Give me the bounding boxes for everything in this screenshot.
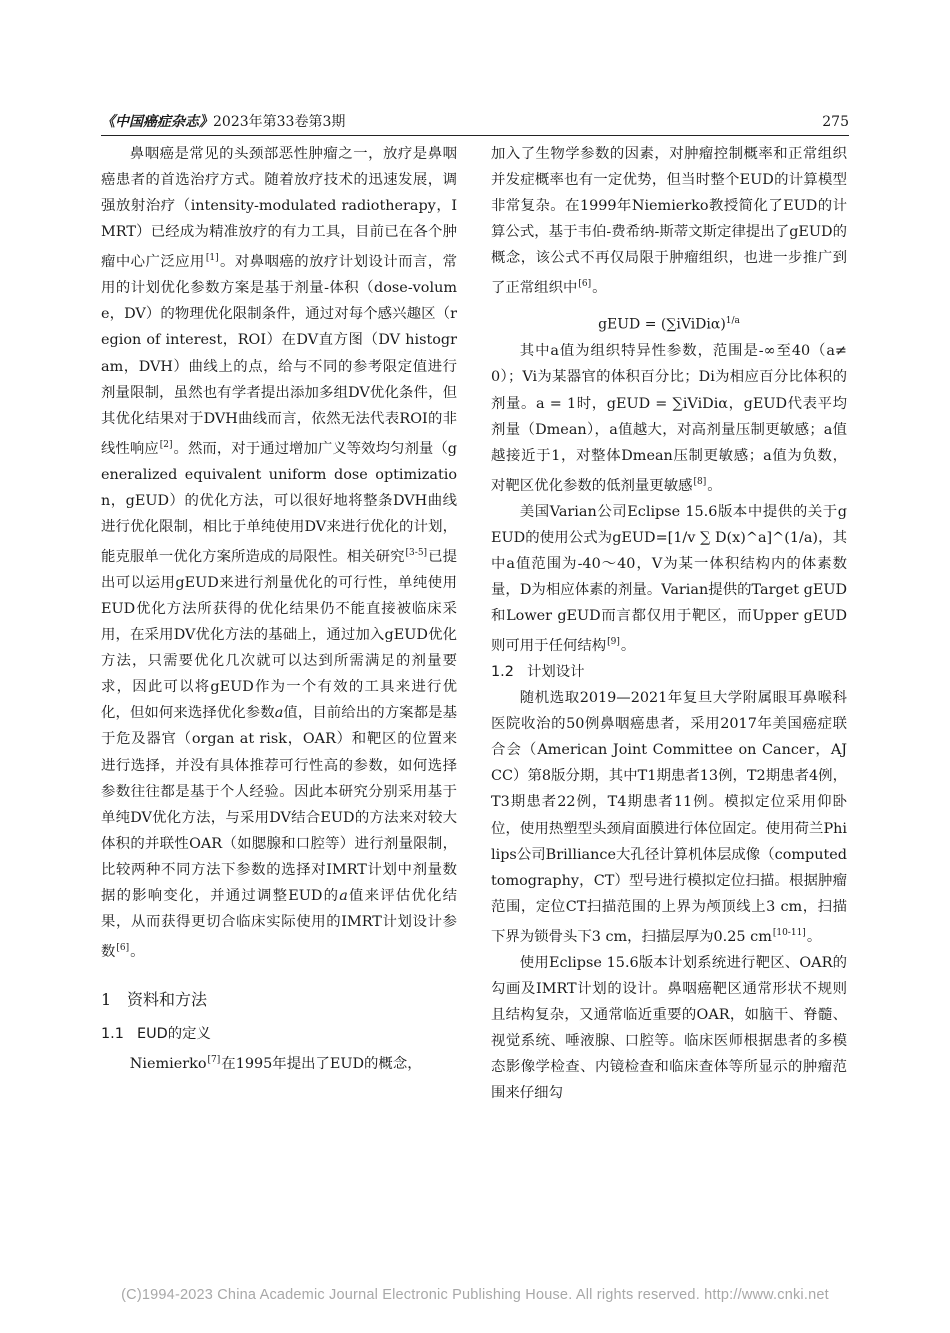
copyright-footer: (C)1994-2023 China Academic Journal Electronic Publishing House. All rights reserved. http://www.cnki.net xyxy=(121,1287,829,1303)
citation-2[interactable]: [2] xyxy=(159,439,173,450)
running-header xyxy=(101,111,849,136)
subsection-heading-plan-design: 1.2 计划设计 xyxy=(491,664,585,681)
geud-formula: gEUD = (∑iViDiα)$^{1/a}$ xyxy=(598,316,740,334)
left-column xyxy=(101,141,457,1077)
page-number: 275 xyxy=(822,114,849,130)
varian-geud-formula: gEUD=[1/v ∑ D(x)^a]^(1/a) xyxy=(612,529,819,546)
intro-paragraph: 鼻咽癌是常见的头颈部恶性肿瘤之一，放疗是鼻咽癌患者的首选治疗方式。随着放疗技术的迅速发展，调强放射治疗（intensity-modulated radiotherapy，IMRT）已经成为精准放疗的有力工具，目前已在各个肿瘤中心广泛应用[1]。对鼻咽癌的放疗计划设计而言，常用的计划优化参数方案是基于剂量-体积（dose-volume，DV）的物理优化限制条件，通过对每个感兴趣区（region of interest，ROI）在DV直方图（DV histogram，DVH）曲线上的点，给与不同的参考限定值进行剂量限制，虽然也有学者提出添加多组DV优化条件，但其优化结果对于DVH曲线而言，依然无法代表ROI的非线性响应[2]。然而，对于通过增加广义等效均匀剂量（generalized equivalent uniform dose optimization，gEUD）的优化方法，可以很好地将整条DVH曲线进行优化限制，相比于单纯使用DV来进行优化的计划，能克服单一优化方案所造成的局限性。相关研究[3-5]已提出可以运用gEUD来进行剂量优化的可行性，单纯使用EUD优化方法所获得的优化结果仍不能直接被临床采用，在采用DV优化方法的基础上，通过加入gEUD优化方法，只需要优化几次就可以达到所需满足的剂量要求，因此可以将gEUD作为一个有效的工具来进行优化，但如何来选择优化参数a值，目前给出的方案都是基于危及器官（organ at risk，OAR）和靶区的位置来进行选择，并没有具体推荐可行性高的参数，如何选择参数往往都是基于个人经验。因此本研究分别采用基于单纯DV优化方法，与采用DV结合EUD的方法来对较大体积的并联性OAR（如腮腺和口腔等）进行剂量限制，比较两种不同方法下参数的选择对IMRT计划中剂量数据的影响变化，并通过调整EUD的a值来评估优化结果，从而获得更切合临床实际使用的IMRT计划设计参数[6]。 xyxy=(101,146,457,960)
citation-6[interactable]: [6] xyxy=(116,943,130,954)
journal-title: 《中国癌症杂志》 xyxy=(101,114,213,130)
citation-7[interactable]: [7] xyxy=(207,1055,221,1066)
eud-paragraph-start: Niemierko[7]在1995年提出了EUD的概念， xyxy=(129,1055,422,1072)
journal-issue: 2023年第33卷第3期 xyxy=(213,114,346,130)
citation-1[interactable]: [1] xyxy=(205,253,219,264)
varian-geud-paragraph: 美国Varian公司Eclipse 15.6版本中提供的关于gEUD的使用公式为gEUD=[1/v ∑ D(x)^a]^(1/a)，其中a值范围为-40～40，V为某一体积结构内的体素数量，D为相应体素的剂量。Varian提供的Target gEUD和Lower gEUD而言都仅用于靶区，而Upper gEUD则可用于任何结构[9]。 xyxy=(491,503,847,654)
subsection-heading-eud: 1.1 EUD的定义 xyxy=(101,1026,211,1043)
patient-selection-paragraph: 随机选取2019—2021年复旦大学附属眼耳鼻喉科医院收治的50例鼻咽癌患者，采用2017年美国癌症联合会（American Joint Committee on Cancer，AJCC）第8版分期，其中T1期患者13例，T2期患者4例，T3期患者22例，T4期患者11例。模拟定位采用仰卧位，使用热塑型头颈肩面膜进行体位固定。使用荷兰Philips公司Brilliance大孔径计算机体层成像（computed tomography，CT）型号进行模拟定位扫描。根据肿瘤范围，定位CT扫描范围的上界为颅顶线上3 cm，扫描下界为锁骨头下3 cm，扫描层厚为0.25 cm[10-11]。 xyxy=(491,690,847,945)
citation-6b[interactable]: [6] xyxy=(578,279,592,290)
right-column xyxy=(491,141,847,1106)
journal-citation xyxy=(101,111,345,133)
eud-paragraph-continued: 加入了生物学参数的因素，对肿瘤控制概率和正常组织并发症概率也有一定优势，但当时整个EUD的计算模型非常复杂。在1999年Niemierko教授简化了EUD的计算公式，基于韦伯-费希纳-斯蒂文斯定律提出了gEUD的概念，该公式不再仅局限于肿瘤组织，也进一步推广到了正常组织中[6]。 xyxy=(491,146,847,297)
citation-10-11[interactable]: [10-11] xyxy=(772,927,806,938)
planning-system-paragraph: 使用Eclipse 15.6版本计划系统进行靶区、OAR的勾画及IMRT计划的设计。鼻咽癌靶区通常形状不规则且结构复杂，又通常临近重要的OAR，如脑干、脊髓、视觉系统、唾液腺、口腔等。临床医师根据患者的多模态影像学检查、内镜检查和临床查体等所显示的肿瘤范围来仔细勾 xyxy=(491,954,847,1102)
citation-3-5[interactable]: [3-5] xyxy=(405,548,428,558)
section-heading-methods: 1 资料和方法 xyxy=(101,990,208,1010)
citation-8[interactable]: [8] xyxy=(693,476,707,487)
citation-9[interactable]: [9] xyxy=(607,637,620,648)
parameter-definition-paragraph: 其中a值为组织特异性参数，范围是-∞至40（a≠0）；Vi为某器官的体积百分比；Di为相应百分比体积的剂量。a = 1时，gEUD = ∑iViDiα，gEUD代表平均剂量（Dmean），a值越大，对高剂量压制更敏感；a值越接近于1，对整体Dmean压制更敏感；a值为负数，对靶区优化参数的低剂量更敏感[8]。 xyxy=(491,343,847,494)
